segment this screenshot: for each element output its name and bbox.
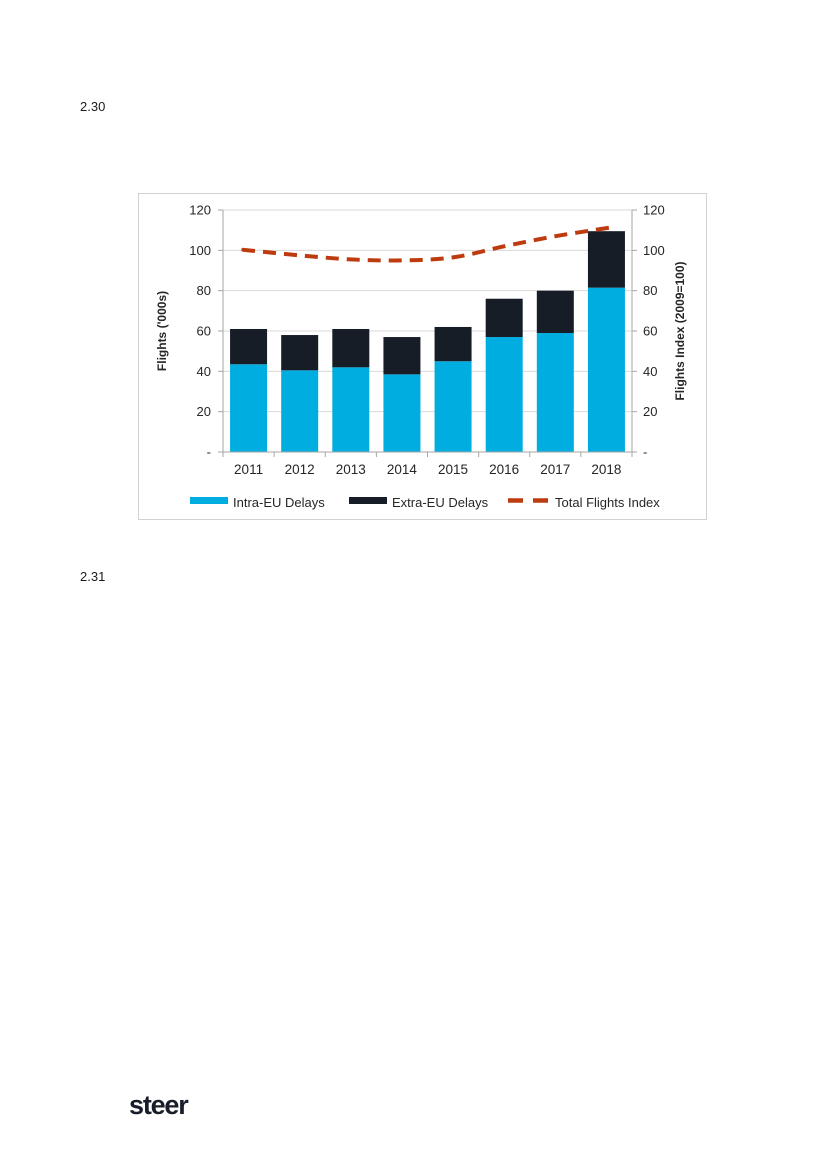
x-axis-label-2018: 2018 xyxy=(591,462,622,477)
intra-eu-bar-2011 xyxy=(230,364,267,452)
total-flights-index-line xyxy=(243,227,612,260)
extra-eu-bar-2011 xyxy=(230,329,267,364)
extra-eu-bar-2012 xyxy=(281,335,318,370)
legend-swatch-extra-eu xyxy=(349,497,387,504)
x-axis-label-2011: 2011 xyxy=(234,462,264,477)
intra-eu-bar-2017 xyxy=(537,333,574,452)
extra-eu-bar-2016 xyxy=(486,299,523,337)
right-tick-label-20: 20 xyxy=(643,404,658,420)
extra-eu-bar-2018 xyxy=(588,231,625,287)
right-tick-label-100: 100 xyxy=(643,242,665,258)
x-axis-label-2017: 2017 xyxy=(540,462,571,477)
extra-eu-bar-2013 xyxy=(332,329,369,367)
legend-label-total-flights-index: Total Flights Index xyxy=(555,495,660,510)
right-axis-title: Flights Index (2009=100) xyxy=(673,261,687,401)
left-tick-label-80: 80 xyxy=(196,283,211,299)
left-tick-label-20: 20 xyxy=(196,404,211,420)
intra-eu-bar-2015 xyxy=(435,361,472,452)
right-tick-label-120: 120 xyxy=(643,202,665,218)
x-axis-label-2013: 2013 xyxy=(335,462,366,477)
stacked-bars xyxy=(230,231,625,452)
right-tick-label-0: - xyxy=(643,444,648,460)
right-tick-label-80: 80 xyxy=(643,283,658,299)
extra-eu-bar-2017 xyxy=(537,291,574,333)
steer-logo: steer xyxy=(129,1090,188,1120)
intra-eu-bar-2014 xyxy=(383,374,420,452)
extra-eu-bar-2014 xyxy=(383,337,420,374)
left-axis-title: Flights ('000s) xyxy=(155,290,169,372)
paragraph-number-2-31: 2.31 xyxy=(80,569,106,584)
extra-eu-bar-2015 xyxy=(435,327,472,361)
x-axis-label-2014: 2014 xyxy=(386,462,417,477)
intra-eu-bar-2012 xyxy=(281,370,318,452)
left-tick-label-0: - xyxy=(206,444,211,460)
intra-eu-bar-2018 xyxy=(588,288,625,452)
right-tick-label-60: 60 xyxy=(643,323,658,339)
left-tick-label-40: 40 xyxy=(196,363,211,379)
x-axis-label-2016: 2016 xyxy=(489,462,520,477)
left-tick-label-120: 120 xyxy=(189,202,211,218)
flights-delays-chart xyxy=(139,194,706,519)
legend-label-extra-eu: Extra-EU Delays xyxy=(392,495,489,510)
legend-swatch-intra-eu xyxy=(190,497,228,504)
left-tick-label-60: 60 xyxy=(196,323,211,339)
intra-eu-bar-2016 xyxy=(486,337,523,452)
left-tick-label-100: 100 xyxy=(189,242,211,258)
chart-figure xyxy=(138,193,707,520)
paragraph-number-2-30: 2.30 xyxy=(80,99,106,114)
legend xyxy=(190,495,660,510)
legend-label-intra-eu: Intra-EU Delays xyxy=(233,495,325,510)
x-axis-label-2012: 2012 xyxy=(284,462,315,477)
x-axis-label-2015: 2015 xyxy=(438,462,469,477)
right-tick-label-40: 40 xyxy=(643,363,658,379)
intra-eu-bar-2013 xyxy=(332,367,369,452)
